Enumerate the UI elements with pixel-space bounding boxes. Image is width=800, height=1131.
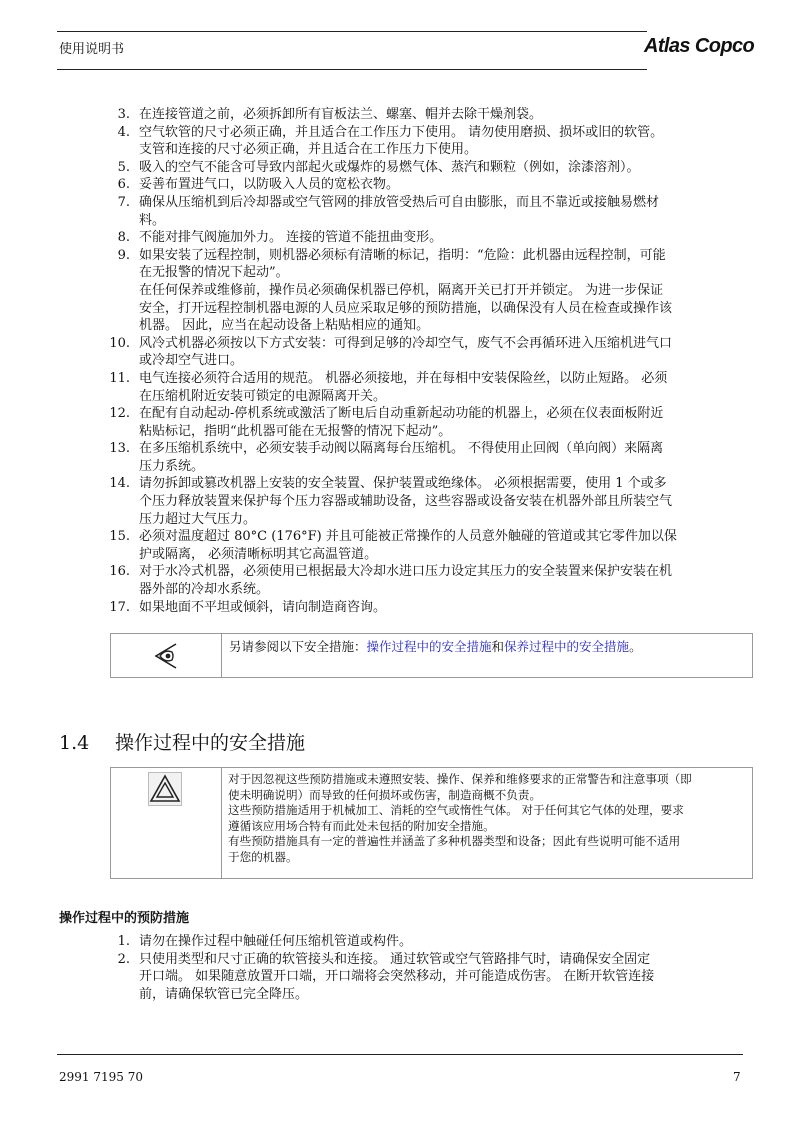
warning-line: 有些预防措施具有一定的普遍性并涵盖了多种机器类型和设备；因此有些说明可能不适用 <box>228 834 681 848</box>
section-title: 操作过程中的安全措施 <box>115 732 306 754</box>
list-item-line: 电气连接必须符合适用的规范。 机器必须接地，并在每相中安装保险丝，以防止短路。 必须 <box>139 370 668 386</box>
list-item-number: 11. <box>109 370 130 386</box>
list-item-line: 安全，打开远程控制机器电源的人员应采取足够的预防措施，以确保没有人员在检查或操作该 <box>139 300 673 316</box>
list-item-line: 只使用类型和尺寸正确的软管接头和连接。 通过软管或空气管路排气时，请确保安全固定 <box>139 951 651 967</box>
list-item-text <box>139 335 744 370</box>
list-item-number: 13. <box>109 441 130 457</box>
list-item <box>0 475 744 528</box>
list-item-text <box>139 440 744 475</box>
list-item-text <box>139 405 744 440</box>
list-item-line: 如果地面不平坦或倾斜，请向制造商咨询。 <box>139 599 387 615</box>
list-item-number: 6. <box>117 177 130 193</box>
list-item-line: 在连接管道之前，必须拆卸所有盲板法兰、螺塞、帽并去除干燥剂袋。 <box>139 107 543 122</box>
see-also-suffix: 。 <box>629 639 642 654</box>
warning-line: 对于因忽视这些预防措施或未遵照安装、操作、保养和维修要求的正常警告和注意事项（即 <box>228 772 692 786</box>
list-item-line: 个压力释放装置来保护每个压力容器或辅助设备，这些容器或设备安装在机器外部且所装空气 <box>139 494 673 510</box>
list-item-number: 7. <box>117 194 130 210</box>
list-item-text <box>139 370 744 405</box>
list-item-number: 3. <box>117 107 130 122</box>
list-item-line: 在压缩机附近安装可锁定的电源隔离开关。 <box>139 388 387 404</box>
warning-text <box>228 772 748 865</box>
list-item-line: 在配有自动起动-停机系统或激活了断电后自动重新起动功能的机器上，必须在仪表面板附近 <box>139 406 664 422</box>
list-item-number: 15. <box>109 529 130 545</box>
list-item-text <box>139 159 744 177</box>
list-item-text <box>139 106 744 124</box>
link-operation-safety[interactable]: 操作过程中的安全措施 <box>366 639 492 654</box>
list-item-text <box>139 475 744 528</box>
list-item-line: 压力超过大气压力。 <box>139 511 257 527</box>
see-also-note <box>110 633 753 678</box>
list-item-line: 不能对排气阀施加外力。 连接的管道不能扭曲变形。 <box>139 230 443 246</box>
header-rule-bottom <box>57 69 647 70</box>
list-item-number: 16. <box>109 564 130 580</box>
list-item-text <box>139 194 744 229</box>
operation-precautions-list <box>0 933 744 1003</box>
list-item-line: 对于水冷式机器，必须使用已根据最大冷却水进口压力设定其压力的安全装置来保护安装在机 <box>139 564 673 580</box>
see-also-mid: 和 <box>491 639 505 654</box>
list-item-line: 机器。 因此，应当在起动设备上粘贴相应的通知。 <box>139 318 430 334</box>
warning-line: 使未明确说明）而导致的任何损坏或伤害，制造商概不负责。 <box>228 787 542 802</box>
list-item-line: 器外部的冷却水系统。 <box>139 582 270 598</box>
list-item <box>0 176 744 194</box>
list-item-text <box>139 933 744 951</box>
section-heading <box>59 728 305 755</box>
list-item <box>0 528 744 563</box>
list-item-number: 14. <box>109 476 130 492</box>
list-item <box>0 933 744 951</box>
list-item-line: 支管和连接的尺寸必须正确，并且适合在工作压力下使用。 <box>139 142 478 158</box>
list-item <box>0 405 744 440</box>
list-item-line: 压力系统。 <box>139 458 205 474</box>
note-icon-cell <box>111 634 222 677</box>
list-item-text <box>139 599 744 617</box>
list-item-number: 2. <box>117 951 130 967</box>
list-item <box>0 370 744 405</box>
list-item-line: 在无报警的情况下起动”。 <box>139 265 289 281</box>
warning-icon-cell <box>111 768 222 878</box>
warning-line: 这些预防措施适用于机械加工、消耗的空气或惰性气体。 对于任何其它气体的处理，要求 <box>228 803 684 817</box>
eye-icon <box>151 641 181 671</box>
list-item-line: 或冷却空气进口。 <box>139 353 244 369</box>
document-title: 使用说明书 <box>59 42 125 57</box>
list-item <box>0 335 744 370</box>
section-number: 1.4 <box>59 732 90 754</box>
list-item-line: 确保从压缩机到后冷却器或空气管网的排放管受热后可自由膨胀，而且不靠近或接触易燃材 <box>139 194 660 210</box>
warning-line: 遵循该应用场合特有而此处未包括的附加安全措施。 <box>228 818 495 833</box>
list-item-line: 开口端。 如果随意放置开口端，开口端将会突然移动，并可能造成伤害。 在断开软管连接 <box>139 969 655 985</box>
list-item-line: 在任何保养或维修前，操作员必须确保机器已停机，隔离开关已打开并锁定。 为进一步保证 <box>139 282 664 298</box>
list-item-number: 10. <box>109 335 130 351</box>
list-item-line: 空气软管的尺寸必须正确，并且适合在工作压力下使用。 请勿使用磨损、损坏或旧的软管。 <box>139 124 664 140</box>
list-item-line: 在多压缩机系统中，必须安装手动阀以隔离每台压缩机。 不得使用止回阀（单向阀）来隔离 <box>139 441 664 457</box>
list-item-line: 粘贴标记，指明“此机器可能在无报警的情况下起动”。 <box>139 423 452 439</box>
warning-triangle-icon <box>148 772 182 806</box>
list-item-text <box>139 563 744 598</box>
list-item <box>0 106 744 124</box>
list-item-text <box>139 951 744 1004</box>
list-item <box>0 951 744 1004</box>
list-item <box>0 194 744 229</box>
list-item-text <box>139 247 744 335</box>
footer-rule <box>57 1054 743 1055</box>
atlas-copco-logo: Atlas Copco <box>644 35 755 57</box>
list-item <box>0 229 744 247</box>
list-item <box>0 247 744 335</box>
list-item-line: 如果安装了远程控制，则机器必须标有清晰的标记，指明：“危险：此机器由远程控制，可能 <box>139 247 666 263</box>
see-also-prefix: 另请参阅以下安全措施： <box>229 639 367 654</box>
list-item-line: 护或隔离， 必须清晰标明其它高温管道。 <box>139 546 378 562</box>
list-item <box>0 440 744 475</box>
list-item <box>0 599 744 617</box>
link-maintenance-safety[interactable]: 保养过程中的安全措施 <box>504 639 630 654</box>
list-item <box>0 563 744 598</box>
list-item-line: 前，请确保软管已完全降压。 <box>139 986 309 1002</box>
liability-warning-box <box>110 767 753 879</box>
list-item-text <box>139 528 744 563</box>
list-item-line: 妥善布置进气口，以防吸入人员的宽松衣物。 <box>139 177 400 193</box>
list-item-line: 必须对温度超过 80°C (176°F) 并且可能被正常操作的人员意外触碰的管道或其它零件加以保 <box>139 529 677 545</box>
list-item-text <box>139 229 744 247</box>
list-item-number: 5. <box>117 159 130 175</box>
header-rule-top <box>57 31 647 32</box>
warning-line: 于您的机器。 <box>228 849 298 864</box>
list-item-line: 料。 <box>139 212 166 228</box>
list-item <box>0 124 744 159</box>
installation-precautions-list <box>0 106 744 616</box>
list-item-number: 8. <box>117 230 130 246</box>
list-item-line: 吸入的空气不能含可导致内部起火或爆炸的易燃气体、蒸汽和颗粒（例如，涂漆溶剂）。 <box>139 159 640 175</box>
page-number: 7 <box>733 1070 741 1084</box>
see-also-text <box>229 639 749 655</box>
list-item-number: 4. <box>117 124 130 140</box>
document-code: 2991 7195 70 <box>59 1070 143 1084</box>
list-item-line: 请勿在操作过程中触碰任何压缩机管道或构件。 <box>139 934 413 949</box>
list-item-number: 12. <box>109 406 130 422</box>
list-item-text <box>139 176 744 194</box>
list-item-line: 请勿拆卸或篡改机器上安装的安全装置、保护装置或绝缘体。 必须根据需要，使用 1 个或多 <box>139 476 667 492</box>
list-item <box>0 159 744 177</box>
list-item-number: 9. <box>117 247 130 263</box>
list-item-number: 17. <box>109 599 130 615</box>
list-item-number: 1. <box>117 934 130 949</box>
list-item-line: 风冷式机器必须按以下方式安装：可得到足够的冷却空气，废气不会再循环进入压缩机进气口 <box>139 335 673 351</box>
operation-precautions-heading: 操作过程中的预防措施 <box>59 911 190 926</box>
list-item-text <box>139 124 744 159</box>
